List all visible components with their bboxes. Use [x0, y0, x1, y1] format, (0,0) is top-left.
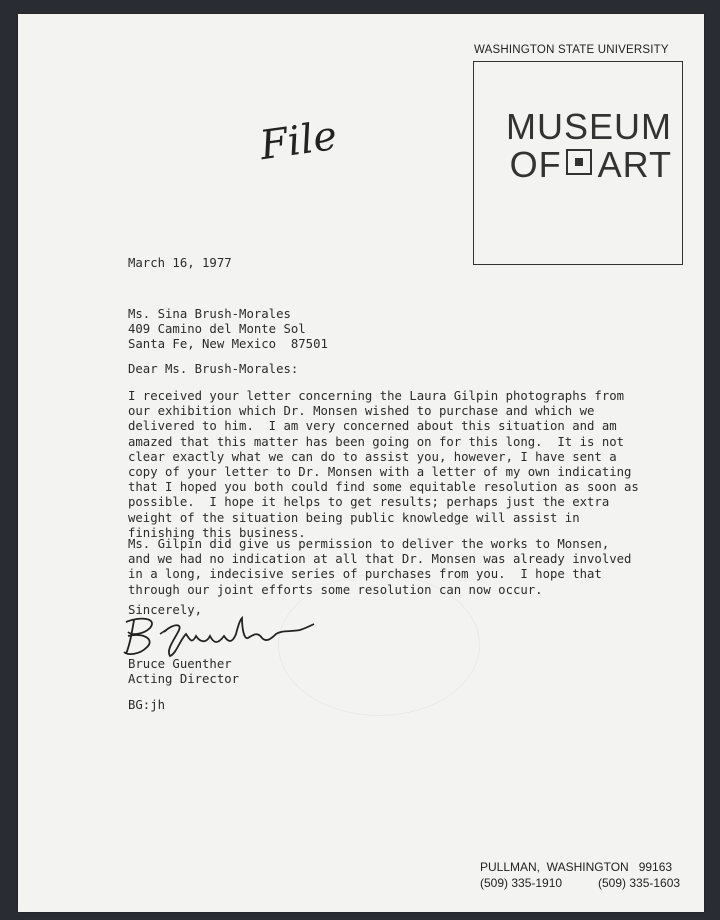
closing: Sincerely,	[128, 603, 203, 617]
recipient-name: Ms. Sina Brush-Morales	[128, 307, 291, 321]
paragraph-line: in a long, indecisive series of purchases from you. I hope that	[128, 567, 602, 582]
university-name: WASHINGTON STATE UNIVERSITY	[474, 44, 669, 56]
paragraph-line: delivered to him. I am very concerned about this situation and am	[128, 419, 617, 434]
handwritten-file-note: File	[257, 112, 340, 170]
salutation: Dear Ms. Brush-Morales:	[128, 362, 299, 376]
paragraph-line: weight of the situation being public knowledge will assist in	[128, 510, 580, 525]
paragraph-line: amazed that this matter has been going on for this long. It is not	[128, 434, 625, 449]
footer-phone-2: (509) 335-1603	[598, 876, 681, 890]
logo-square-icon	[566, 149, 592, 175]
body-paragraph-1	[128, 389, 639, 541]
signer-title: Acting Director	[128, 672, 240, 686]
museum-logo	[473, 61, 683, 265]
footer-phone-1: (509) 335-1910	[480, 876, 563, 890]
paragraph-line: through our joint efforts some resolution can now occur.	[128, 582, 543, 597]
footer-address: PULLMAN, WASHINGTON 99163	[480, 860, 673, 874]
handwritten-signature	[120, 610, 320, 660]
paragraph-line: possible. I hope it helps to get results; perhaps just the extra	[128, 495, 610, 510]
logo-of-text: OF	[509, 144, 562, 185]
letter-date: March 16, 1977	[128, 256, 232, 270]
paragraph-line: clear exactly what we can do to assist you, however, I have sent a	[128, 449, 617, 464]
paragraph-line: I received your letter concerning the Laura Gilpin photographs from	[128, 389, 625, 403]
recipient-street: 409 Camino del Monte Sol	[128, 322, 306, 336]
paragraph-line: and we had no indication at all that Dr. Monsen was already involved	[128, 552, 632, 567]
typist-initials: BG:jh	[128, 698, 166, 712]
logo-art-text: ART	[597, 144, 672, 185]
paragraph-line: that I hoped you both could find some equitable resolution as soon as	[128, 480, 639, 495]
signer-name: Bruce Guenther	[128, 657, 232, 671]
paragraph-line: finishing this business.	[128, 525, 306, 540]
paragraph-line: Ms. Gilpin did give us permission to deliver the works to Monsen,	[128, 537, 610, 551]
paragraph-line: copy of your letter to Dr. Monsen with a letter of my own indicating	[128, 465, 632, 480]
recipient-city: Santa Fe, New Mexico 87501	[128, 337, 328, 351]
logo-museum-text: MUSEUM	[506, 106, 672, 147]
logo-of-art-text	[510, 144, 672, 186]
body-paragraph-2	[128, 537, 632, 598]
paragraph-line: our exhibition which Dr. Monsen wished to purchase and which we	[128, 404, 595, 419]
